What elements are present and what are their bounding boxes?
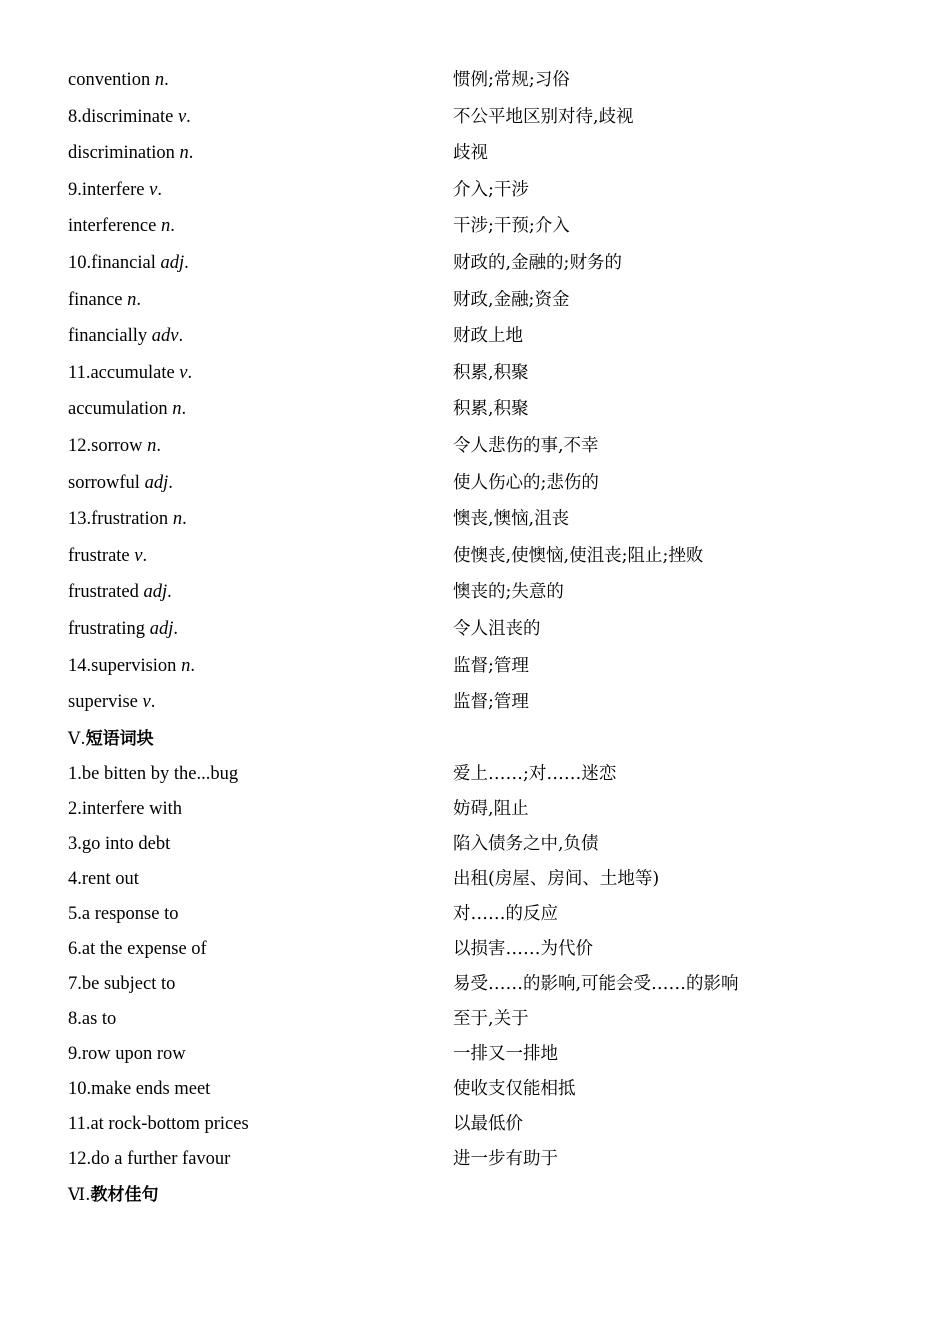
vocab-row (68, 465, 888, 502)
vocab-row (68, 245, 888, 282)
vocab-word: 10.financial adj. (68, 252, 189, 273)
phrase-zh: 以损害……为代价 (453, 938, 593, 959)
phrase-zh: 易受……的影响,可能会受……的影响 (453, 973, 739, 994)
vocab-meaning: 歧视 (453, 143, 488, 164)
vocab-row (68, 62, 888, 99)
vocab-word: 12.sorrow n. (68, 435, 162, 456)
vocab-word: frustrate v. (68, 545, 148, 566)
phrase-en: 1.be bitten by the...bug (68, 763, 239, 784)
vocabulary-list (68, 62, 888, 721)
vocab-word: discrimination n. (68, 143, 194, 164)
vocab-row (68, 501, 888, 538)
vocab-word: sorrowful adj. (68, 472, 173, 493)
vocab-word: 13.frustration n. (68, 509, 187, 530)
vocab-word: 14.supervision n. (68, 655, 195, 676)
phrase-en: 3.go into debt (68, 833, 171, 854)
section-heading-phrases: Ⅴ.短语词块 (68, 728, 154, 749)
vocab-meaning: 令人沮丧的 (453, 618, 541, 639)
vocab-row (68, 355, 888, 392)
phrase-zh: 进一步有助于 (453, 1148, 558, 1169)
phrase-row (68, 1072, 888, 1107)
vocab-row (68, 684, 888, 721)
vocab-meaning: 介入;干涉 (453, 179, 529, 200)
vocab-word: convention n. (68, 70, 169, 90)
vocab-meaning: 使懊丧,使懊恼,使沮丧;阻止;挫败 (453, 545, 704, 566)
vocab-row (68, 172, 888, 209)
vocab-meaning: 财政上地 (453, 326, 523, 347)
vocab-word: finance n. (68, 289, 141, 310)
vocab-word: 8.discriminate v. (68, 106, 191, 127)
section-heading-sentences: Ⅵ.教材佳句 (68, 1184, 159, 1205)
vocab-row (68, 282, 888, 319)
vocab-meaning: 财政的,金融的;财务的 (453, 252, 622, 273)
vocab-meaning: 积累,积聚 (453, 362, 529, 383)
phrase-row (68, 1037, 888, 1072)
phrase-row (68, 862, 888, 897)
vocab-row (68, 318, 888, 355)
phrase-zh: 至于,关于 (453, 1008, 529, 1029)
vocab-word: frustrating adj. (68, 618, 178, 639)
vocab-word: accumulation n. (68, 399, 187, 420)
phrase-zh: 出租(房屋、房间、土地等) (453, 868, 660, 889)
phrase-zh: 妨碍,阻止 (453, 798, 529, 819)
vocab-meaning: 惯例;常规;习俗 (453, 70, 570, 90)
phrase-row (68, 1107, 888, 1142)
vocab-meaning: 懊丧的;失意的 (453, 582, 564, 603)
phrase-en: 4.rent out (68, 868, 139, 889)
vocab-row (68, 538, 888, 575)
vocab-word: supervise v. (68, 692, 156, 713)
vocab-row (68, 135, 888, 172)
document-page (68, 62, 888, 1213)
vocab-word: financially adv. (68, 326, 184, 347)
phrase-en: 10.make ends meet (68, 1078, 211, 1099)
phrase-en: 8.as to (68, 1008, 117, 1029)
phrase-row (68, 1002, 888, 1037)
vocab-row (68, 391, 888, 428)
phrase-zh: 对……的反应 (453, 903, 558, 924)
phrase-row (68, 1142, 888, 1177)
phrase-zh: 以最低价 (453, 1113, 523, 1134)
phrase-row (68, 827, 888, 862)
phrase-en: 6.at the expense of (68, 938, 207, 959)
vocab-meaning: 使人伤心的;悲伤的 (453, 472, 599, 493)
vocab-word: 11.accumulate v. (68, 362, 193, 383)
phrase-row (68, 932, 888, 967)
vocab-meaning: 令人悲伤的事,不幸 (453, 435, 599, 456)
phrase-en: 2.interfere with (68, 798, 183, 819)
vocab-row (68, 574, 888, 611)
vocab-word: 9.interfere v. (68, 179, 162, 200)
vocab-row (68, 648, 888, 685)
phrase-en: 7.be subject to (68, 973, 176, 994)
vocab-row (68, 208, 888, 245)
vocab-meaning: 监督;管理 (453, 655, 529, 676)
vocab-meaning: 积累,积聚 (453, 399, 529, 420)
phrase-zh: 陷入债务之中,负债 (453, 833, 599, 854)
phrase-zh: 一排又一排地 (453, 1043, 558, 1064)
phrase-en: 9.row upon row (68, 1043, 186, 1064)
vocab-meaning: 监督;管理 (453, 692, 529, 713)
phrase-row (68, 897, 888, 932)
phrase-list (68, 757, 888, 1177)
phrase-en: 11.at rock-bottom prices (68, 1113, 249, 1134)
vocab-meaning: 懊丧,懊恼,沮丧 (453, 509, 570, 530)
vocab-row (68, 611, 888, 648)
phrase-row (68, 792, 888, 827)
vocab-meaning: 财政,金融;资金 (453, 289, 570, 310)
vocab-meaning: 干涉;干预;介入 (453, 216, 570, 237)
vocab-word: interference n. (68, 216, 175, 237)
phrase-en: 12.do a further favour (68, 1148, 231, 1169)
vocab-word: frustrated adj. (68, 582, 172, 603)
phrase-row (68, 967, 888, 1002)
vocab-meaning: 不公平地区别对待,歧视 (453, 106, 634, 127)
phrase-en: 5.a response to (68, 903, 179, 924)
phrase-zh: 使收支仅能相抵 (453, 1078, 576, 1099)
vocab-row (68, 99, 888, 136)
phrase-row (68, 757, 888, 792)
phrase-zh: 爱上……;对……迷恋 (453, 763, 617, 784)
vocab-row (68, 428, 888, 465)
